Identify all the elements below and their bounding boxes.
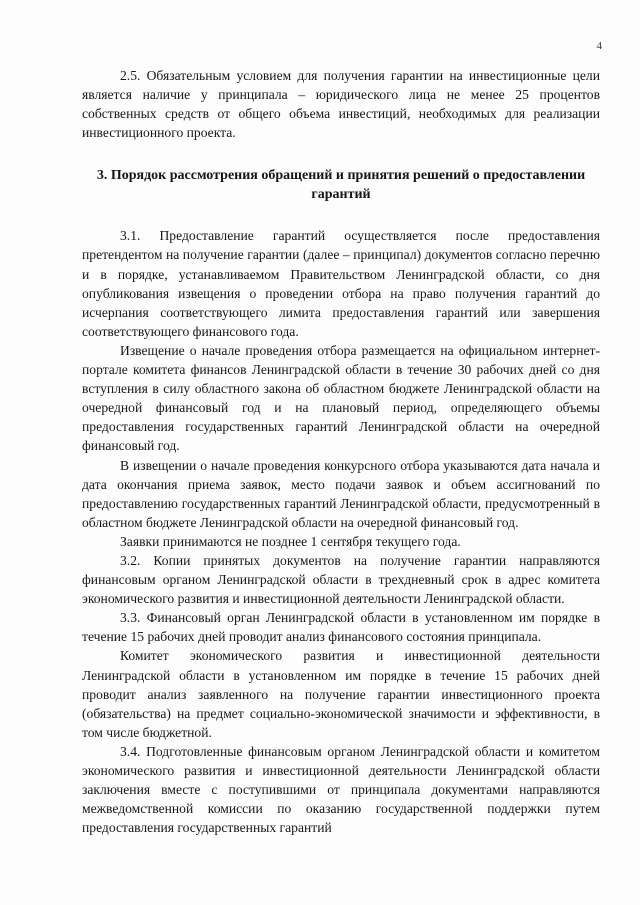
page-number: 4	[596, 40, 602, 52]
paragraph-3-2: 3.2. Копии принятых документов на получение гарантии направляются финансовым органом Ленинградской области в трехдневный срок в адрес комитета экономического развития и инвестиционной деятельности Ленинградской области.	[82, 552, 600, 607]
section-heading: 3. Порядок рассмотрения обращений и принятия решений о предоставлении гарантий	[96, 168, 586, 203]
paragraph-3-3: 3.3. Финансовый орган Ленинградской области в установленном им порядке в течение 15 рабочих дней проводит анализ финансового состояния принципала.	[82, 610, 600, 645]
paragraph-deadline: Заявки принимаются не позднее 1 сентября текущего года.	[120, 533, 461, 549]
spacer	[82, 142, 600, 166]
paragraph-notice: Извещение о начале проведения отбора размещается на официальном интернет-портале комитета финансов Ленинградской области в течение 30 рабочих дней со дня вступления в силу областного закона об областном бюджете Ленинградской области на очередной финансовый год и на плановый период, определяющего объемы предоставления государственных гарантий Ленинградской области на очередной финансовый год.	[82, 342, 600, 454]
paragraph-notice-contents: В извещении о начале проведения конкурсного отбора указываются дата начала и дата окончания приема заявок, место подачи заявок и объем ассигнований по предоставлению государственных гарантий Ленинградской области, предусмотренный в областном бюджете Ленинградской области на очередной финансовый год.	[82, 457, 600, 530]
paragraph-3-4: 3.4. Подготовленные финансовым органом Ленинградской области и комитетом экономического развития и инвестиционной деятельности Ленинградской области заключения вместе с поступившими от принципала документами направляются межведомственной комиссии по оказанию государственной поддержки путем предоставления государственных гарантий	[82, 743, 600, 836]
paragraph-2-5: 2.5. Обязательным условием для получения гарантии на инвестиционные цели является наличие у принципала – юридического лица не менее 25 процентов собственных средств от общего объема инвестиций, необходимых для реализации инвестиционного проекта.	[82, 68, 600, 141]
paragraph-committee: Комитет экономического развития и инвестиционной деятельности Ленинградской области в установленном им порядке в течение 15 рабочих дней проводит анализ заявленного на получение гарантии инвестиционного проекта (обязательства) на предмет социально-экономической значимости и эффективности, в том числе бюджетной.	[82, 648, 600, 740]
paragraph-3-1: 3.1. Предоставление гарантий осуществляется после предоставления претендентом на получение гарантии (далее – принципал) документов согласно перечню и в порядке, устанавливаемом Правительством Ленинградской области, со дня опубликования извещения о проведении отбора на право получения гарантий до исчерпания соответствующего лимита предоставления гарантий или завершения соответствующего финансового года.	[82, 228, 600, 339]
document-body	[82, 66, 600, 837]
spacer	[82, 204, 600, 226]
